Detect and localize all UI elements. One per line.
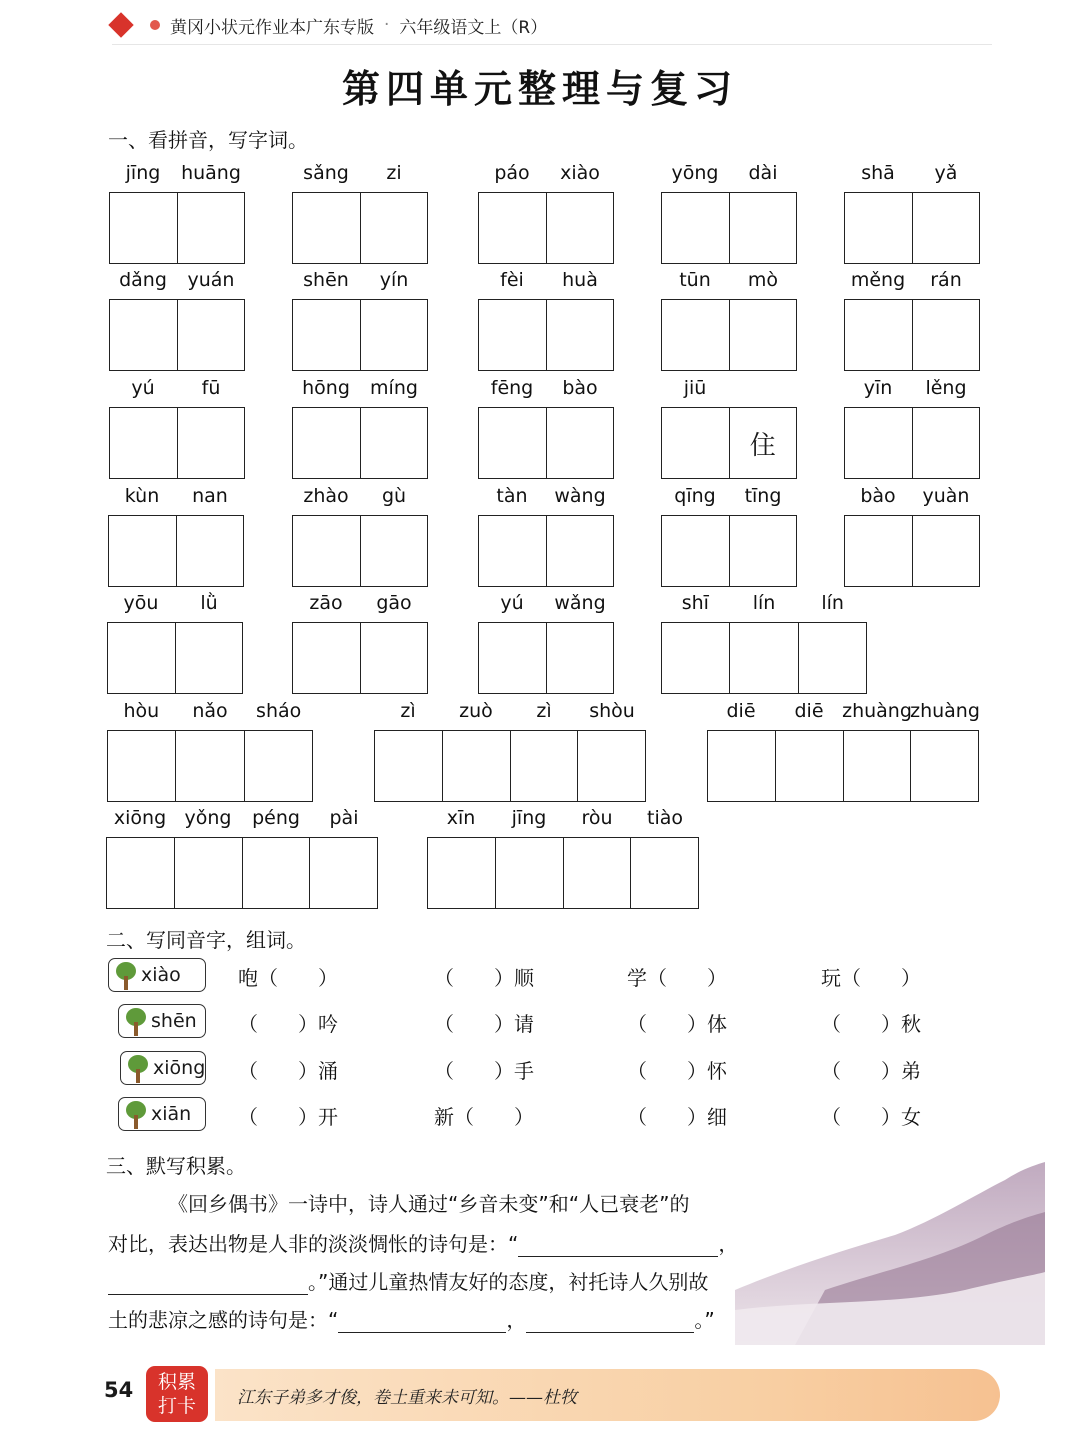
character-cell[interactable] — [563, 838, 631, 908]
pinyin-label: yú — [500, 592, 524, 614]
pinyin-label: lǜ — [200, 592, 218, 614]
character-cell[interactable] — [577, 731, 645, 801]
pinyin-label: shòu — [589, 700, 635, 722]
homophone-blank[interactable]: （ ）吟 — [238, 1012, 338, 1036]
character-box-group — [844, 407, 980, 479]
book-title: 黄冈小状元作业本广东专版 — [170, 17, 374, 38]
character-cell[interactable] — [912, 516, 980, 586]
character-cell[interactable] — [360, 516, 428, 586]
grade-label: 六年级语文上（R） — [399, 17, 548, 38]
pinyin-label: xīn — [446, 807, 476, 829]
pinyin-label: bào — [562, 377, 598, 399]
character-box-group — [844, 192, 980, 264]
character-cell[interactable] — [174, 838, 242, 908]
character-box-group — [109, 407, 245, 479]
character-cell[interactable] — [729, 516, 797, 586]
character-cell[interactable] — [662, 408, 729, 478]
character-cell[interactable] — [479, 408, 546, 478]
pinyin-label: wàng — [554, 485, 606, 507]
pinyin-label: yú — [131, 377, 155, 399]
badge-bottom-text: 打卡 — [157, 1395, 196, 1417]
badge-top-text: 积累 — [157, 1371, 196, 1393]
homophone-blank[interactable]: （ ）怀 — [627, 1059, 727, 1083]
pinyin-label: zhuàng — [842, 700, 912, 722]
character-box-group — [292, 622, 428, 694]
pinyin-label: měng — [850, 269, 906, 291]
recall-text-line4-b: ， — [506, 1308, 527, 1332]
character-cell[interactable] — [293, 408, 360, 478]
pinyin-label: diē — [726, 700, 756, 722]
pinyin-label: lěng — [925, 377, 967, 399]
page-number: 54 — [104, 1378, 134, 1402]
given-character-cell: 住 — [729, 408, 797, 478]
character-cell[interactable] — [177, 408, 245, 478]
character-cell[interactable] — [108, 623, 175, 693]
character-cell[interactable] — [479, 623, 546, 693]
recall-text-line4 — [108, 1304, 715, 1333]
character-cell[interactable] — [293, 623, 360, 693]
character-cell[interactable] — [843, 731, 911, 801]
character-cell[interactable] — [546, 193, 614, 263]
pinyin-tag — [120, 1051, 206, 1085]
pinyin-label: gāo — [376, 592, 412, 614]
character-cell[interactable] — [479, 193, 546, 263]
recall-text-line2 — [108, 1228, 738, 1257]
pinyin-label: nǎo — [192, 700, 228, 722]
character-cell[interactable] — [845, 516, 912, 586]
character-cell[interactable] — [662, 516, 729, 586]
character-cell[interactable] — [729, 193, 797, 263]
character-box-group — [292, 299, 428, 371]
tree-icon — [127, 1055, 149, 1083]
character-box-group — [106, 837, 378, 909]
character-cell[interactable] — [177, 193, 245, 263]
recall-text-line4-c: 。” — [694, 1308, 715, 1332]
character-cell[interactable] — [912, 193, 980, 263]
pinyin-label: xiōng — [113, 807, 167, 829]
character-box-group — [661, 299, 797, 371]
character-cell[interactable] — [912, 300, 980, 370]
homophone-blank[interactable]: （ ）弟 — [821, 1059, 921, 1083]
character-box-group — [292, 192, 428, 264]
answer-blank-4[interactable] — [526, 1310, 694, 1333]
homophone-blank[interactable]: （ ）细 — [627, 1105, 727, 1129]
quote-text: 江东子弟多才俊，卷土重来未可知。——杜牧 — [237, 1387, 577, 1408]
pinyin-label: xiào — [560, 162, 600, 184]
homophone-blank[interactable]: 玩（ ） — [821, 966, 921, 990]
character-cell[interactable] — [242, 838, 310, 908]
pinyin-label: tiào — [647, 807, 683, 829]
pinyin-label: zi — [386, 162, 402, 184]
pinyin-label: yīn — [863, 377, 893, 399]
character-cell[interactable] — [107, 838, 174, 908]
pinyin-label: hōng — [302, 377, 350, 399]
homophone-blank[interactable]: （ ）开 — [238, 1105, 338, 1129]
pinyin-label: fēng — [490, 377, 534, 399]
character-cell[interactable] — [244, 731, 312, 801]
character-cell[interactable] — [546, 408, 614, 478]
recall-text-line2-a: 对比，表达出物是人非的淡淡惆怅的诗句是：“ — [108, 1232, 519, 1256]
page-header — [112, 8, 547, 42]
pinyin-label: shēn — [303, 269, 349, 291]
pinyin-label: zāo — [309, 592, 343, 614]
character-cell[interactable] — [110, 193, 177, 263]
pinyin-label: jiū — [683, 377, 707, 399]
pinyin-label: jīng — [511, 807, 547, 829]
pinyin-label: yǎ — [934, 162, 958, 184]
pinyin-label: yōng — [671, 162, 719, 184]
pinyin-label: sháo — [256, 700, 302, 722]
pinyin-label: ròu — [581, 807, 613, 829]
character-box-group — [478, 622, 614, 694]
pinyin-label: fū — [201, 377, 221, 399]
character-cell[interactable] — [177, 300, 245, 370]
character-box-group — [478, 299, 614, 371]
character-box-group — [107, 622, 243, 694]
character-box-group — [844, 515, 980, 587]
character-cell[interactable] — [110, 300, 177, 370]
daily-accumulation-badge — [146, 1366, 208, 1422]
pinyin-label: yín — [379, 269, 409, 291]
character-cell[interactable] — [293, 193, 360, 263]
pinyin-tag — [118, 1097, 206, 1131]
character-cell[interactable] — [442, 731, 510, 801]
header-divider — [112, 44, 992, 45]
pinyin-label: nan — [192, 485, 228, 507]
character-box-group — [109, 192, 245, 264]
character-cell[interactable] — [662, 623, 729, 693]
character-box-group — [427, 837, 699, 909]
pinyin-tag — [108, 958, 206, 992]
character-cell[interactable] — [176, 516, 244, 586]
character-cell[interactable] — [729, 623, 797, 693]
character-cell[interactable] — [309, 838, 377, 908]
header-separator: · — [384, 15, 390, 35]
pinyin-label: kùn — [124, 485, 160, 507]
character-cell[interactable] — [495, 838, 563, 908]
pinyin-label: zhào — [303, 485, 349, 507]
pinyin-label: tàn — [496, 485, 528, 507]
pinyin-label: páo — [494, 162, 530, 184]
character-cell[interactable] — [175, 623, 243, 693]
pinyin-tag-label: xiào — [141, 964, 181, 986]
page-title: 第四单元整理与复习 — [341, 66, 738, 111]
homophone-blank[interactable]: （ ）顺 — [434, 966, 534, 990]
character-cell[interactable] — [293, 300, 360, 370]
pinyin-label: fèi — [500, 269, 524, 291]
character-cell[interactable] — [662, 300, 729, 370]
red-diamond-icon — [108, 12, 133, 37]
character-cell[interactable] — [360, 623, 428, 693]
character-cell[interactable] — [546, 516, 614, 586]
recall-text-line1: 《回乡偶书》一诗中，诗人通过“乡音未变”和“人已衰老”的 — [168, 1192, 690, 1216]
character-box-group — [661, 515, 797, 587]
pinyin-label: rán — [930, 269, 962, 291]
quote-banner — [215, 1369, 1000, 1421]
pinyin-label: shī — [681, 592, 709, 614]
character-cell[interactable] — [546, 300, 614, 370]
character-cell[interactable] — [912, 408, 980, 478]
character-cell[interactable] — [108, 731, 175, 801]
pinyin-label: mò — [747, 269, 779, 291]
homophone-blank[interactable]: 学（ ） — [627, 966, 727, 990]
pinyin-label: gù — [381, 485, 407, 507]
pinyin-tag-label: xiōng — [153, 1057, 206, 1079]
pinyin-label: huāng — [181, 162, 241, 184]
character-cell[interactable] — [729, 300, 797, 370]
character-cell[interactable] — [109, 516, 176, 586]
character-cell[interactable] — [510, 731, 578, 801]
pinyin-label: míng — [370, 377, 418, 399]
pinyin-label: shā — [861, 162, 895, 184]
character-box-group — [107, 730, 313, 802]
mountain-painting-icon — [735, 1140, 1045, 1345]
pinyin-label: yōu — [123, 592, 159, 614]
character-cell[interactable] — [775, 731, 843, 801]
pinyin-label: dài — [748, 162, 778, 184]
answer-blank-2[interactable] — [108, 1272, 308, 1295]
pinyin-label: péng — [252, 807, 300, 829]
tree-icon — [125, 1008, 147, 1036]
pinyin-label: bào — [860, 485, 896, 507]
character-cell[interactable] — [479, 300, 546, 370]
pinyin-label: zì — [400, 700, 416, 722]
character-box-group — [661, 407, 797, 479]
character-cell[interactable] — [798, 623, 866, 693]
character-cell[interactable] — [546, 623, 614, 693]
character-cell[interactable] — [110, 408, 177, 478]
bullet-icon — [150, 20, 160, 30]
pinyin-label: qīng — [674, 485, 716, 507]
character-box-group — [109, 299, 245, 371]
pinyin-label: yuàn — [922, 485, 970, 507]
character-cell[interactable] — [845, 300, 912, 370]
pinyin-tag — [118, 1004, 206, 1038]
pinyin-label: wǎng — [554, 592, 606, 614]
character-cell[interactable] — [360, 408, 428, 478]
answer-blank-1[interactable] — [518, 1234, 718, 1257]
pinyin-label: yǒng — [184, 807, 232, 829]
pinyin-label: sǎng — [303, 162, 349, 184]
pinyin-label: lín — [821, 592, 844, 614]
character-cell[interactable] — [479, 516, 546, 586]
homophone-blank[interactable]: （ ）女 — [821, 1105, 921, 1129]
character-box-group — [661, 622, 867, 694]
character-cell[interactable] — [845, 193, 912, 263]
character-cell[interactable] — [293, 516, 360, 586]
pinyin-label: yuán — [187, 269, 235, 291]
character-cell[interactable] — [845, 408, 912, 478]
character-cell[interactable] — [360, 300, 428, 370]
character-cell[interactable] — [175, 731, 243, 801]
pinyin-label: huà — [562, 269, 598, 291]
character-box-group — [374, 730, 646, 802]
pinyin-label: zhuàng — [910, 700, 980, 722]
character-box-group — [478, 407, 614, 479]
homophone-blank[interactable]: （ ）请 — [434, 1012, 534, 1036]
pinyin-label: dǎng — [119, 269, 167, 291]
character-cell[interactable] — [662, 193, 729, 263]
character-box-group — [478, 192, 614, 264]
homophone-blank[interactable]: （ ）手 — [434, 1059, 534, 1083]
recall-text-line4-a: 土的悲凉之感的诗句是：“ — [108, 1308, 339, 1332]
section3-heading: 三、默写积累。 — [106, 1154, 246, 1178]
character-cell[interactable] — [428, 838, 495, 908]
pinyin-label: zì — [536, 700, 552, 722]
pinyin-label: tūn — [679, 269, 711, 291]
character-cell[interactable] — [910, 731, 978, 801]
section1-heading: 一、看拼音，写字词。 — [108, 128, 308, 152]
homophone-blank[interactable]: 新（ ） — [434, 1105, 534, 1129]
pinyin-label: tīng — [744, 485, 782, 507]
pinyin-label: pài — [329, 807, 359, 829]
character-box-group — [844, 299, 980, 371]
tree-icon — [115, 962, 137, 990]
recall-text-line3 — [108, 1266, 708, 1295]
recall-text-line3-a: 。”通过儿童热情友好的态度，衬托诗人久别故 — [308, 1270, 709, 1294]
character-cell[interactable] — [375, 731, 442, 801]
pinyin-label: hòu — [123, 700, 160, 722]
character-box-group — [707, 730, 979, 802]
homophone-blank[interactable]: 咆（ ） — [238, 966, 338, 990]
section2-heading: 二、写同音字，组词。 — [106, 928, 306, 952]
pinyin-tag-label: shēn — [151, 1010, 197, 1032]
pinyin-label: lín — [752, 592, 776, 614]
character-box-group — [108, 515, 244, 587]
pinyin-label: diē — [794, 700, 824, 722]
homophone-blank[interactable]: （ ）涌 — [238, 1059, 338, 1083]
pinyin-label: jīng — [125, 162, 161, 184]
homophone-blank[interactable]: （ ）体 — [627, 1012, 727, 1036]
character-box-group — [292, 407, 428, 479]
character-box-group — [661, 192, 797, 264]
character-cell[interactable] — [708, 731, 775, 801]
tree-icon — [125, 1101, 147, 1129]
answer-blank-3[interactable] — [338, 1310, 506, 1333]
recall-text-line2-b: ， — [718, 1232, 739, 1256]
character-cell[interactable] — [360, 193, 428, 263]
character-box-group — [478, 515, 614, 587]
pinyin-tag-label: xiān — [151, 1103, 192, 1125]
homophone-blank[interactable]: （ ）秋 — [821, 1012, 921, 1036]
character-box-group — [292, 515, 428, 587]
character-cell[interactable] — [630, 838, 698, 908]
pinyin-label: zuò — [459, 700, 493, 722]
